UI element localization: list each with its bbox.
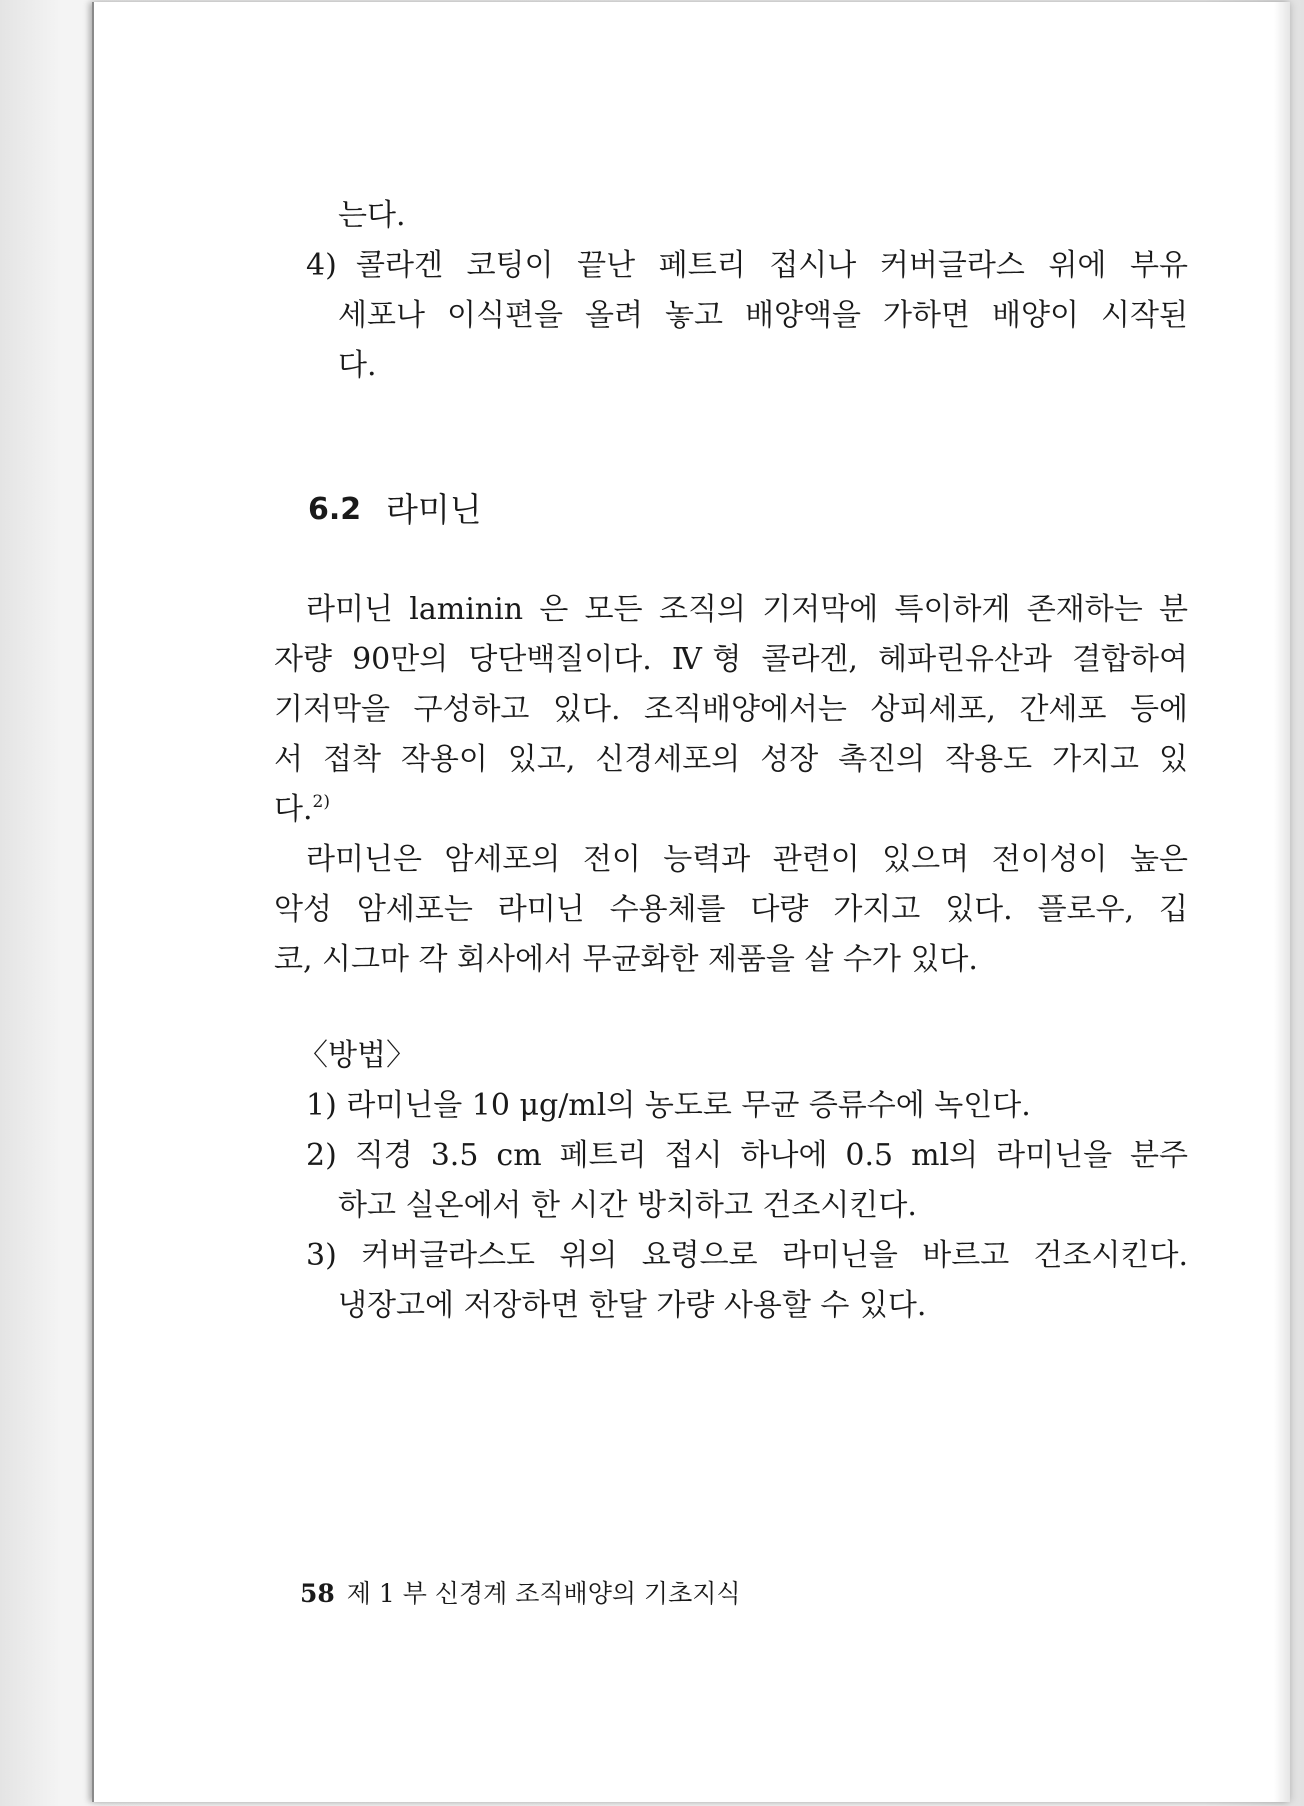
para-2-line-2: 악성 암세포는 라미닌 수용체를 다량 가지고 있다. 플로우, 깁	[274, 892, 1188, 927]
para-1-line-4: 서 접착 작용이 있고, 신경세포의 성장 촉진의 작용도 가지고 있	[274, 742, 1188, 777]
section-title: 라미닌	[386, 490, 482, 529]
method-step-2-line-2: 하고 실온에서 한 시간 방치하고 건조시킨다.	[338, 1188, 917, 1223]
continuation-line: 는다.	[338, 198, 406, 233]
running-footer-text: 제 1 부 신경계 조직배양의 기초지식	[346, 1579, 741, 1608]
reference-marker: 2)	[312, 792, 330, 812]
item-4-line-2: 세포나 이식편을 올려 놓고 배양액을 가하면 배양이 시작된	[338, 298, 1188, 333]
para-1-end-text: 다.	[274, 792, 313, 827]
page-number: 58	[300, 1579, 335, 1608]
method-step-3-line-1: 3) 커버글라스도 위의 요령으로 라미닌을 바르고 건조시킨다.	[306, 1238, 1188, 1273]
para-1-line-2: 자량 90만의 당단백질이다. Ⅳ형 콜라겐, 헤파린유산과 결합하여	[274, 642, 1188, 677]
method-heading: 〈방법〉	[298, 1038, 416, 1073]
para-2-line-1: 라미닌은 암세포의 전이 능력과 관련이 있으며 전이성이 높은	[306, 842, 1188, 877]
method-step-1: 1) 라미닌을 10 μg/ml의 농도로 무균 증류수에 녹인다.	[306, 1088, 1031, 1123]
item-4-number: 4)	[306, 248, 337, 283]
section-number: 6.2	[308, 492, 362, 527]
para-1-line-1: 라미닌 laminin 은 모든 조직의 기저막에 특이하게 존재하는 분	[306, 592, 1188, 627]
para-1-line-5	[274, 790, 330, 830]
page-footer	[300, 1574, 741, 1614]
item-4-line-1: 콜라겐 코팅이 끝난 페트리 접시나 커버글라스 위에 부유	[356, 248, 1188, 283]
method-step-2-line-1: 2) 직경 3.5 cm 페트리 접시 하나에 0.5 ml의 라미닌을 분주	[306, 1138, 1188, 1173]
item-4-line-3: 다.	[338, 348, 377, 383]
para-2-line-3: 코, 시그마 각 회사에서 무균화한 제품을 살 수가 있다.	[274, 942, 978, 977]
method-step-3-line-2: 냉장고에 저장하면 한달 가량 사용할 수 있다.	[338, 1288, 927, 1323]
para-1-line-3: 기저막을 구성하고 있다. 조직배양에서는 상피세포, 간세포 등에	[274, 692, 1188, 727]
